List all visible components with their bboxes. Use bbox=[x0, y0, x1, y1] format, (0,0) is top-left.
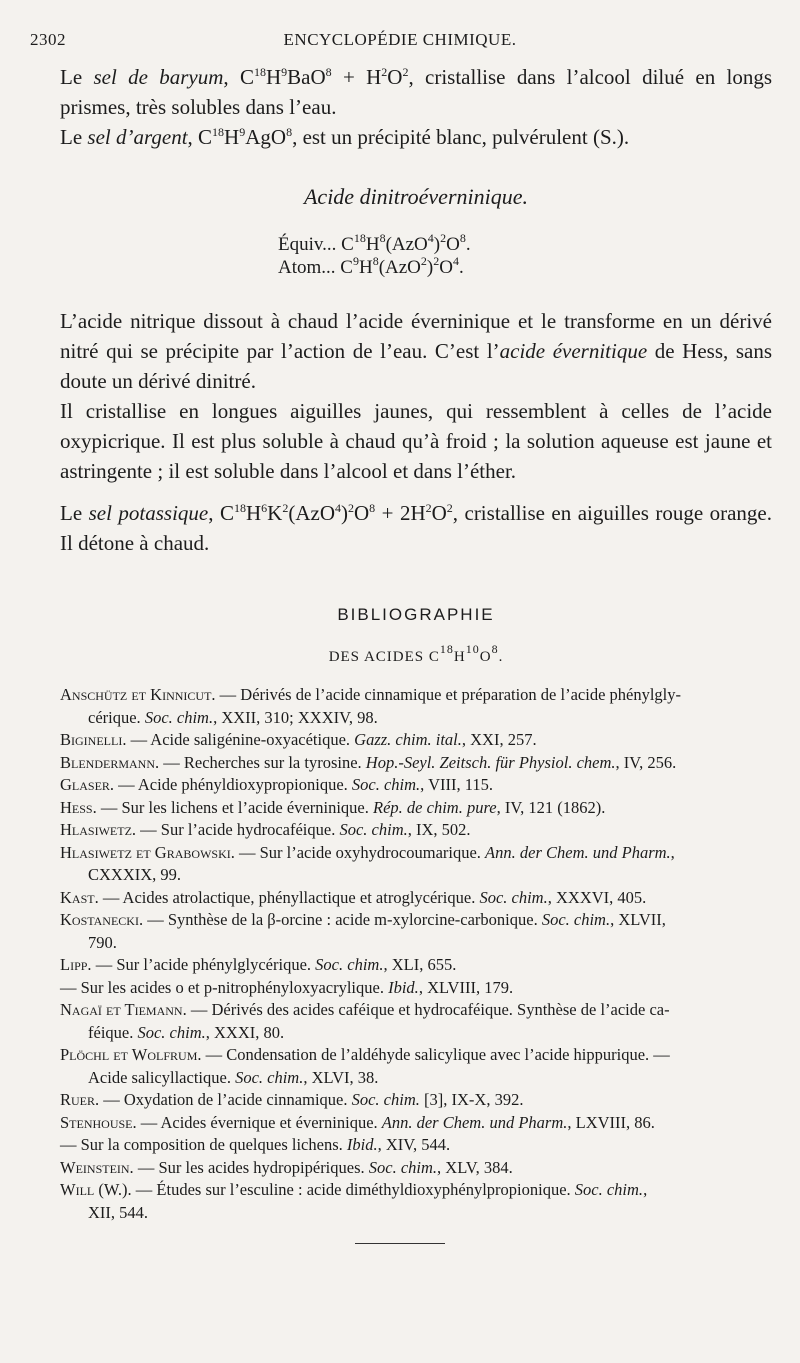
entry-title: — Sur l’acide phénylglycérique. bbox=[91, 955, 316, 974]
entry-volume: , XXXI, 80. bbox=[205, 1022, 285, 1042]
bibliography-heading-block bbox=[60, 600, 772, 672]
entry-volume: , IV, 256. bbox=[615, 752, 677, 772]
entry-volume: , bbox=[670, 842, 675, 862]
entry-title: — Sur les lichens et l’acide éverninique. bbox=[96, 797, 374, 817]
paragraph-acide-nitrique: L’acide nitrique dissout à chaud l’acide éverninique et le transforme en un dérivé nitré qui se précipite par l’action de l’eau. C’est l’acide évernitique de Hess, sans doute un dérivé dinitré. bbox=[60, 309, 773, 393]
entry-volume: [3], IX-X, 392. bbox=[419, 1090, 524, 1109]
entry-title: — Sur les acides hydropipériques. bbox=[133, 1157, 369, 1177]
entry-title: — Acide phényldioxypropionique. bbox=[114, 775, 352, 794]
entry-source: Rép. de chim. pure bbox=[373, 797, 497, 817]
main-text-3 bbox=[60, 498, 772, 558]
entry-source: Soc. chim. bbox=[339, 820, 408, 839]
entry-volume: , bbox=[643, 1180, 648, 1199]
bibliography-entry-continuation: CXXXIX, 99. bbox=[88, 865, 182, 884]
entry-volume: , VIII, 115. bbox=[420, 775, 494, 794]
section bbox=[60, 182, 772, 212]
entry-author: Stenhouse. bbox=[60, 1112, 137, 1132]
bibliography-entry bbox=[60, 842, 780, 865]
entry-volume: , XIV, 544. bbox=[377, 1135, 451, 1154]
entry-source: Soc. chim. bbox=[479, 887, 548, 907]
page-number: 2302 bbox=[30, 30, 66, 49]
entry-source: Soc. chim. bbox=[351, 775, 421, 794]
entry-source: Soc. chim. bbox=[368, 1157, 438, 1177]
bibliography-entry-continuation: 790. bbox=[88, 932, 117, 952]
entry-author: Glaser. bbox=[60, 775, 115, 794]
bibliography-entry bbox=[60, 774, 780, 797]
entry-author: Biginelli. bbox=[60, 730, 127, 749]
term-sel-d-argent: sel d’argent bbox=[87, 125, 188, 149]
entry-source: Ibid. bbox=[388, 977, 419, 997]
entry-title: — Acides évernique et éverninique. bbox=[136, 1112, 382, 1132]
entry-volume: , LXVIII, 86. bbox=[567, 1112, 655, 1132]
bibliography-entry bbox=[60, 797, 780, 820]
bibliography-subheading: DES ACIDES $C^{18}H^{10}O^8$. bbox=[328, 642, 504, 665]
paragraph-sel-d-argent: Le sel d’argent, $C^{18}H^9AgO^8$, est un précipité blanc, pulvérulent (S.). bbox=[60, 125, 630, 149]
entry-source: Gazz. chim. ital. bbox=[354, 730, 462, 749]
entry-author: Hess. bbox=[60, 797, 97, 817]
entry-author: Plöchl et Wolfrum. bbox=[60, 1045, 202, 1064]
entry-author: Anschütz et Kinnicut. bbox=[60, 685, 216, 704]
entry-author: Nagaï et Tiemann. bbox=[60, 1000, 187, 1019]
entry-title: — Condensation de l’aldéhyde salicylique avec l’acide hippurique. — bbox=[201, 1045, 670, 1064]
entry-source: Soc. chim. bbox=[144, 707, 214, 727]
entry-author: Blendermann. bbox=[60, 752, 160, 772]
entry-volume: , XLV, 384. bbox=[437, 1157, 513, 1177]
formula-equiv: Équiv... $C^{18}H^8(AzO^4)^2O^8$. bbox=[278, 231, 471, 255]
entry-source: Soc. chim. bbox=[351, 1090, 420, 1109]
bibliography-entry-continuation: XII, 544. bbox=[88, 1202, 149, 1222]
bibliography-entry bbox=[60, 1179, 780, 1202]
entry-title: — Dérivés des acides caféique et hydrocaféique. Synthèse de l’acide ca- bbox=[186, 1000, 670, 1019]
bibliography-entry bbox=[60, 684, 780, 707]
bibliography-entry bbox=[60, 954, 780, 977]
entry-author: Hlasiwetz. bbox=[60, 820, 137, 839]
entry-title: — Sur l’acide hydrocaféique. bbox=[136, 820, 340, 839]
entry-title: — Recherches sur la tyrosine. bbox=[159, 752, 366, 772]
bibliography-entry bbox=[60, 999, 780, 1022]
term-sel-de-baryum: sel de baryum bbox=[93, 65, 224, 89]
bibliography-entry bbox=[60, 887, 780, 910]
entry-volume: , IX, 502. bbox=[407, 820, 471, 839]
entry-source: Hop.-Seyl. Zeitsch. für Physiol. chem. bbox=[365, 752, 616, 772]
entry-title: — Sur la composition de quelques lichens. bbox=[60, 1135, 347, 1154]
bibliography-entry bbox=[60, 819, 780, 842]
entry-volume: , XLVIII, 179. bbox=[418, 977, 514, 997]
entry-author: Will (W.). bbox=[60, 1180, 132, 1199]
entry-author: Ruer. bbox=[60, 1090, 100, 1109]
bibliography-entry-continuation: Acide salicyllactique. Soc. chim., XLVI, 38. bbox=[88, 1067, 379, 1087]
entry-author: Kast. bbox=[60, 887, 99, 907]
entry-author: Weinstein. bbox=[60, 1157, 134, 1177]
formula-block bbox=[60, 233, 772, 279]
bibliography-entry bbox=[60, 729, 780, 752]
bibliography-list bbox=[60, 684, 780, 1224]
bibliography-entry bbox=[60, 1044, 780, 1067]
entry-source: Soc. chim. bbox=[541, 910, 611, 929]
entry-title: — Synthèse de la β-orcine : acide m-xylorcine-carbonique. bbox=[143, 910, 542, 929]
bibliography-entry-continuation: cérique. Soc. chim., XXII, 310; XXXIV, 98. bbox=[88, 707, 378, 727]
entry-title: — Acides atrolactique, phényllactique et atroglycérique. bbox=[98, 887, 480, 907]
paragraph-sel-potassique: Le sel potassique, $C^{18}H^6K^2(AzO^4)^2O^8 + 2H^2O^2$, cristallise en aiguilles rouge orange. Il détone à chaud. bbox=[60, 501, 772, 555]
running-header bbox=[30, 30, 770, 54]
entry-volume: , XLVI, 38. bbox=[303, 1067, 379, 1087]
term-acide-evernitique: acide évernitique bbox=[499, 339, 648, 363]
entry-volume: , XXXVI, 405. bbox=[547, 887, 647, 907]
paragraph-sel-de-baryum: Le sel de baryum, $C^{18}H^9BaO^8 + H^2O^2$, cristallise dans l’alcool dilué en longs prismes, très solubles dans l’eau. bbox=[60, 65, 773, 119]
entry-author: Kostanecki. bbox=[60, 910, 144, 929]
end-rule bbox=[355, 1243, 445, 1244]
main-text bbox=[60, 62, 772, 152]
entry-volume: , IV, 121 (1862). bbox=[496, 797, 606, 817]
bibliography-entry bbox=[60, 909, 780, 932]
entry-title: — Dérivés de l’acide cinnamique et préparation de l’acide phénylgly- bbox=[215, 685, 682, 704]
paragraph-cristallise: Il cristallise en longues aiguilles jaunes, qui ressemblent à celles de l’acide oxypicrique. Il est plus soluble à chaud qu’à froid ; la solution aqueuse est jaune et astringente ; il est soluble dans l’alcool et dans l’éther. bbox=[60, 399, 772, 483]
entry-author: Lipp. bbox=[60, 955, 92, 974]
entry-source: Soc. chim. bbox=[235, 1067, 304, 1087]
bibliography-entry bbox=[60, 977, 780, 1000]
entry-title: — Acide saligénine-oxyacétique. bbox=[126, 730, 355, 749]
entry-volume: , XXII, 310; XXXIV, 98. bbox=[213, 707, 378, 727]
entry-source: Soc. chim. bbox=[315, 955, 384, 974]
entry-source: Ibid. bbox=[346, 1135, 378, 1154]
entry-title: — Études sur l’esculine : acide diméthyldioxyphénylpropionique. bbox=[131, 1180, 575, 1199]
entry-title: — Sur les acides o et p-nitrophényloxyacrylique. bbox=[60, 977, 389, 997]
bibliography-entry-continuation: féique. Soc. chim., XXXI, 80. bbox=[88, 1022, 285, 1042]
entry-volume: , XLI, 655. bbox=[383, 955, 457, 974]
entry-source: Ann. der Chem. und Pharm. bbox=[381, 1112, 568, 1132]
bibliography-entry bbox=[60, 1089, 780, 1112]
term-sel-potassique: sel potassique bbox=[88, 501, 209, 525]
entry-volume: , XXI, 257. bbox=[461, 730, 537, 749]
section-title: Acide dinitroéverninique. bbox=[303, 184, 528, 209]
entry-source: Ann. der Chem. und Pharm. bbox=[485, 842, 671, 862]
bibliography-entry bbox=[60, 752, 780, 775]
entry-author: Hlasiwetz et Grabowski. bbox=[60, 842, 235, 862]
formula-atom: Atom... $C^9H^8(AzO^2)^2O^4$. bbox=[278, 254, 464, 278]
entry-source: Soc. chim. bbox=[137, 1022, 206, 1042]
bibliography-entry bbox=[60, 1157, 780, 1180]
entry-volume: , XLVII, bbox=[610, 910, 666, 929]
entry-source: Soc. chim. bbox=[574, 1180, 644, 1199]
main-text-2 bbox=[60, 306, 772, 486]
running-title: ENCYCLOPÉDIE CHIMIQUE. bbox=[283, 30, 517, 49]
entry-title: — Oxydation de l’acide cinnamique. bbox=[99, 1090, 352, 1109]
bibliography-entry bbox=[60, 1134, 780, 1157]
bibliography-heading: BIBLIOGRAPHIE bbox=[337, 605, 495, 624]
entry-title: — Sur l’acide oxyhydrocoumarique. bbox=[234, 842, 486, 862]
bibliography-entry bbox=[60, 1112, 780, 1135]
